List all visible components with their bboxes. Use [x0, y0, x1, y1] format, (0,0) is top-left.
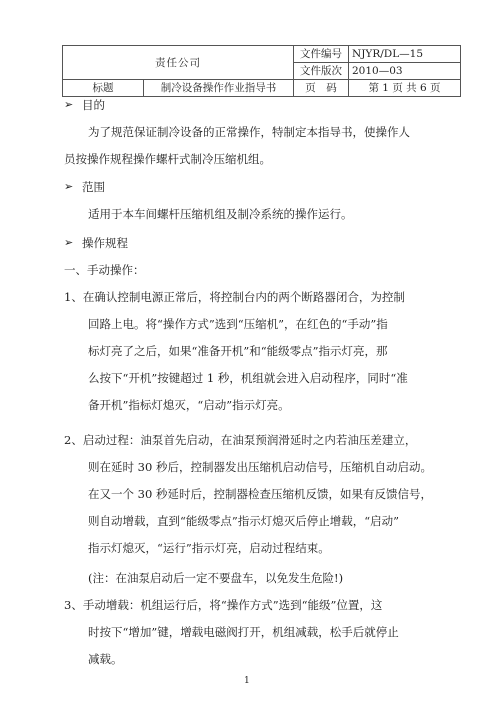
item1-line: 回路上电。将“操作方式”选到“压缩机”，在红色的“手动”指: [88, 317, 388, 331]
version-value: 2010—03: [349, 63, 461, 80]
purpose-heading: 目的: [82, 98, 105, 112]
page-label: 页 码: [294, 80, 349, 97]
scope-heading: 范围: [82, 180, 105, 194]
arrow-bullet-icon: ➢: [64, 236, 74, 249]
purpose-line: 员按操作规程操作螺杆式制冷压缩机组。: [64, 152, 271, 166]
item2-line: 则自动增载，直到“能级零点”指示灯熄灭后停止增载，“启动”: [88, 514, 400, 528]
item1-line: 1、在确认控制电源正常后，将控制台内的两个断路器闭合，为控制: [64, 290, 405, 304]
item3-line: 3、手动增载：机组运行后，将“操作方式”选到“能级”位置，这: [64, 598, 383, 612]
item2-line: 在又一个 30 秒延时后，控制器检查压缩机反馈，如果有反馈信号，: [88, 487, 432, 501]
safety-note: (注：在油泵启动后一定不要盘车，以免发生危险!): [88, 571, 344, 585]
title-label: 标题: [63, 80, 144, 97]
manual-heading: 一、手动操作：: [64, 263, 145, 277]
item3-line: 时按下“增加”键，增载电磁阀打开，机组减载，松手后就停止: [88, 625, 399, 639]
purpose-line: 为了规范保证制冷设备的正常操作，特制定本指导书，使操作人: [88, 125, 410, 139]
item1-line: 备开机”指标灯熄灭，“启动”指示灯亮。: [88, 398, 290, 412]
page-number: 1: [244, 676, 250, 686]
procedure-heading: 操作规程: [82, 236, 128, 250]
item3-line: 减载。: [88, 652, 123, 666]
title-value: 制冷设备操作作业指导书: [144, 80, 294, 97]
scope-line: 适用于本车间螺杆压缩机组及制冷系统的操作运行。: [88, 207, 353, 221]
header-table: [62, 45, 461, 97]
item1-line: 么按下“开机”按键超过 1 秒，机组就会进入启动程序，同时“准: [88, 371, 408, 385]
item2-line: 则在延时 30 秒后，控制器发出压缩机启动信号，压缩机自动启动。: [88, 460, 432, 474]
item1-line: 标灯亮了之后，如果“准备开机”和“能级零点”指示灯亮，那: [88, 344, 388, 358]
doc-number-value: NJYR/DL—15: [349, 46, 461, 63]
doc-number-label: 文件编号: [294, 46, 349, 63]
arrow-bullet-icon: ➢: [64, 98, 74, 111]
item2-line: 2、启动过程：油泵首先启动，在油泵预润滑延时之内若油压差建立，: [64, 433, 417, 447]
company-name: 责任公司: [63, 46, 294, 80]
page-info: 第 1 页 共 6 页: [349, 80, 461, 97]
item2-line: 指示灯熄灭，“运行”指示灯亮，启动过程结束。: [88, 541, 330, 555]
arrow-bullet-icon: ➢: [64, 180, 74, 193]
version-label: 文件版次: [294, 63, 349, 80]
